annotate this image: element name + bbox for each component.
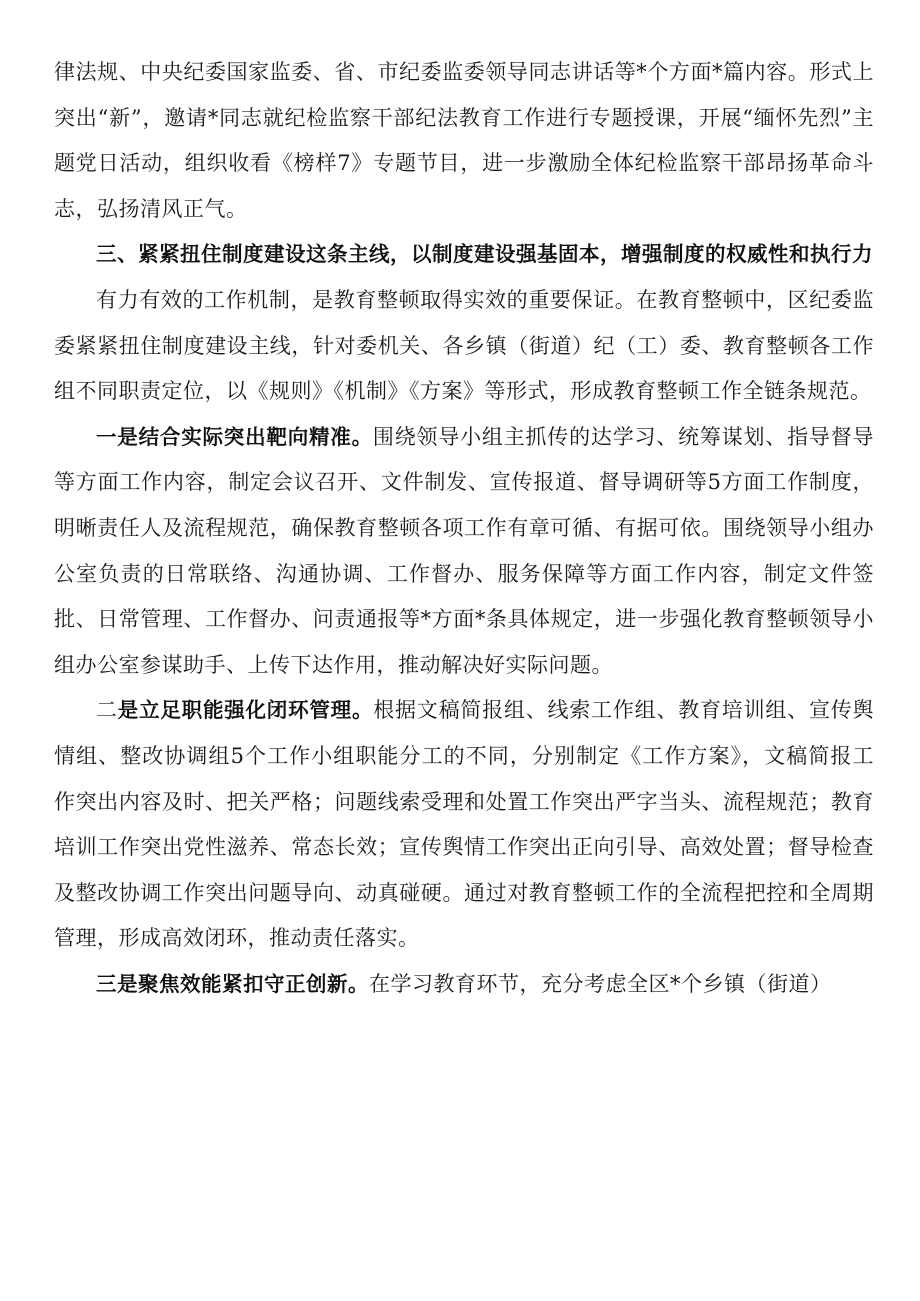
item-2-body: 根据文稿简报组、线索工作组、教育培训组、宣传舆情组、整改协调组5个工作小组职能分工的不同，分别制定《工作方案》，文稿简报工作突出内容及时、把关严格；问题线索受理和处置工作突出严字当头、流程规范；教育培训工作突出党性滋养、常态长效；宣传舆情工作突出正向引导、高效处置；督导检查及整改协调工作突出问题导向、动真碰硬。通过对教育整顿工作的全流程把控和全周期管理，形成高效闭环，推动责任落实。 [54,698,875,951]
paragraph-item-2 [54,688,874,962]
item-2-number: 二 [96,698,118,723]
item-3-lead: 三是聚焦效能紧扣守正创新。 [96,971,369,996]
item-1-body: 围绕领导小组主抓传的达学习、统筹谋划、指导督导等方面工作内容，制定会议召开、文件制发、宣传报道、督导调研等5方面工作制度，明晰责任人及流程规范，确保教育整顿各项工作有章可循、有据可依。围绕领导小组办公室负责的日常联络、沟通协调、工作督办、服务保障等方面工作内容，制定文件签批、日常管理、工作督办、问责通报等*方面*条具体规定，进一步强化教育整顿领导小组办公室参谋助手、上传下达作用，推动解决好实际问题。 [54,424,875,677]
document-body [54,50,874,1007]
item-1-lead: 一是结合实际突出靶向精准。 [96,424,373,449]
paragraph-item-3 [54,962,874,1008]
item-2-lead: 是立足职能强化闭环管理。 [117,698,374,723]
paragraph-item-1 [54,415,874,689]
paragraph-intro: 有力有效的工作机制，是教育整顿取得实效的重要保证。在教育整顿中，区纪委监委紧紧扭住制度建设主线，针对委机关、各乡镇（街道）纪（工）委、教育整顿各工作组不同职责定位，以《规则》《机制》《方案》等形式，形成教育整顿工作全链条规范。 [54,287,874,404]
paragraph-continuation: 律法规、中央纪委国家监委、省、市纪委监委领导同志讲话等*个方面*篇内容。形式上突出“新”，邀请*同志就纪检监察干部纪法教育工作进行专题授课，开展“缅怀先烈”主题党日活动，组织收看《榜样7》专题节目，进一步激励全体纪检监察干部昂扬革命斗志，弘扬清风正气。 [54,60,874,221]
section-heading: 三、紧紧扭住制度建设这条主线，以制度建设强基固本，增强制度的权威性和执行力 [96,242,873,267]
item-3-body: 在学习教育环节，充分考虑全区*个乡镇（街道） [369,971,832,996]
